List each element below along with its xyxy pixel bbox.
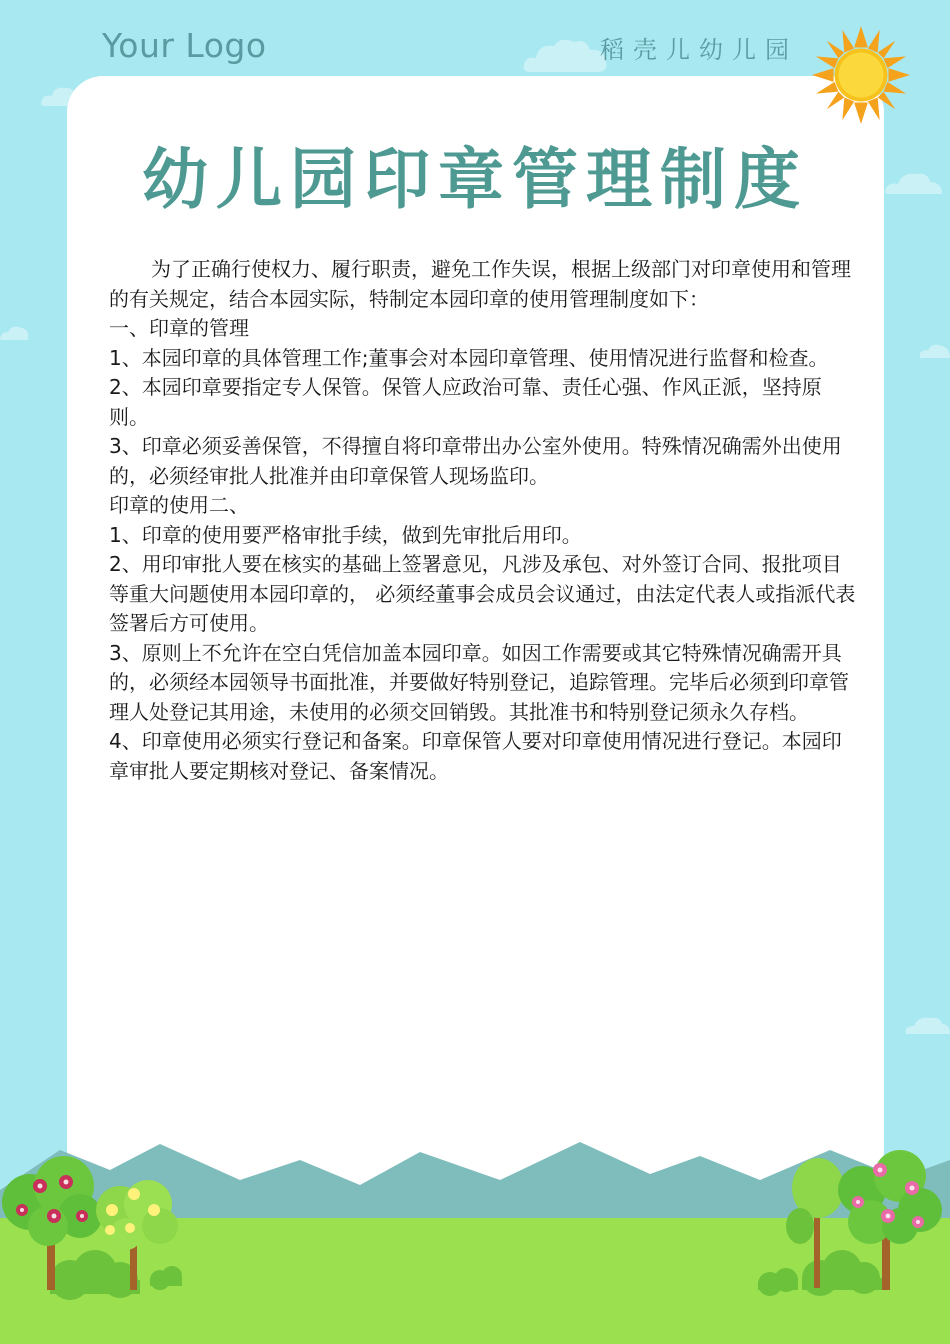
cloud-icon bbox=[520, 34, 610, 74]
paragraph: 2、用印审批人要在核实的基础上签署意见，凡涉及承包、对外签订合同、报批项目等重大问题使用本园印章的， 必须经董事会成员会议通过，由法定代表人或指派代表签署后方可使用。 bbox=[109, 552, 856, 635]
section-heading: 印章的使用二、 bbox=[109, 493, 249, 517]
cloud-icon bbox=[0, 322, 30, 342]
intro-paragraph: 为了正确行使权力、履行职责，避免工作失误，根据上级部门对印章使用和管理的有关规定，结合本园实际，特制定本园印章的使用管理制度如下： bbox=[109, 257, 851, 311]
paragraph: 3、原则上不允许在空白凭信加盖本园印章。如因工作需要或其它特殊情况确需开具的，必须经本园领导书面批准，并要做好特别登记，追踪管理。完毕后必须到印章管理人处登记其用途，未使用的必须交回销毁。其批准书和特别登记须永久存档。 bbox=[109, 640, 849, 724]
cloud-icon bbox=[904, 1012, 950, 1036]
logo-text: Your Logo bbox=[102, 26, 267, 65]
paragraph: 2、本园印章要指定专人保管。保管人应政治可靠、责任心强、作风正派，坚持原则。 bbox=[109, 375, 822, 429]
school-name: 稻壳儿幼儿园 bbox=[600, 36, 798, 64]
section-heading: 一、印章的管理 bbox=[109, 316, 249, 340]
document-body bbox=[109, 255, 861, 786]
paragraph: 3、印章必须妥善保管，不得擅自将印章带出办公室外使用。特殊情况确需外出使用的，必须经审批人批准并由印章保管人现场监印。 bbox=[109, 434, 842, 488]
paragraph: 1、本园印章的具体管理工作;董事会对本园印章管理、使用情况进行监督和检查。 bbox=[109, 345, 829, 370]
cloud-icon bbox=[918, 340, 950, 360]
landscape-illustration bbox=[0, 1130, 950, 1344]
paragraph: 1、印章的使用要严格审批手续，做到先审批后用印。 bbox=[109, 522, 582, 547]
paragraph: 4、印章使用必须实行登记和备案。印章保管人要对印章使用情况进行登记。本园印章审批人要定期核对登记、备案情况。 bbox=[109, 729, 842, 783]
page-title: 幼儿园印章管理制度 bbox=[142, 141, 808, 218]
sun-icon bbox=[812, 26, 910, 124]
